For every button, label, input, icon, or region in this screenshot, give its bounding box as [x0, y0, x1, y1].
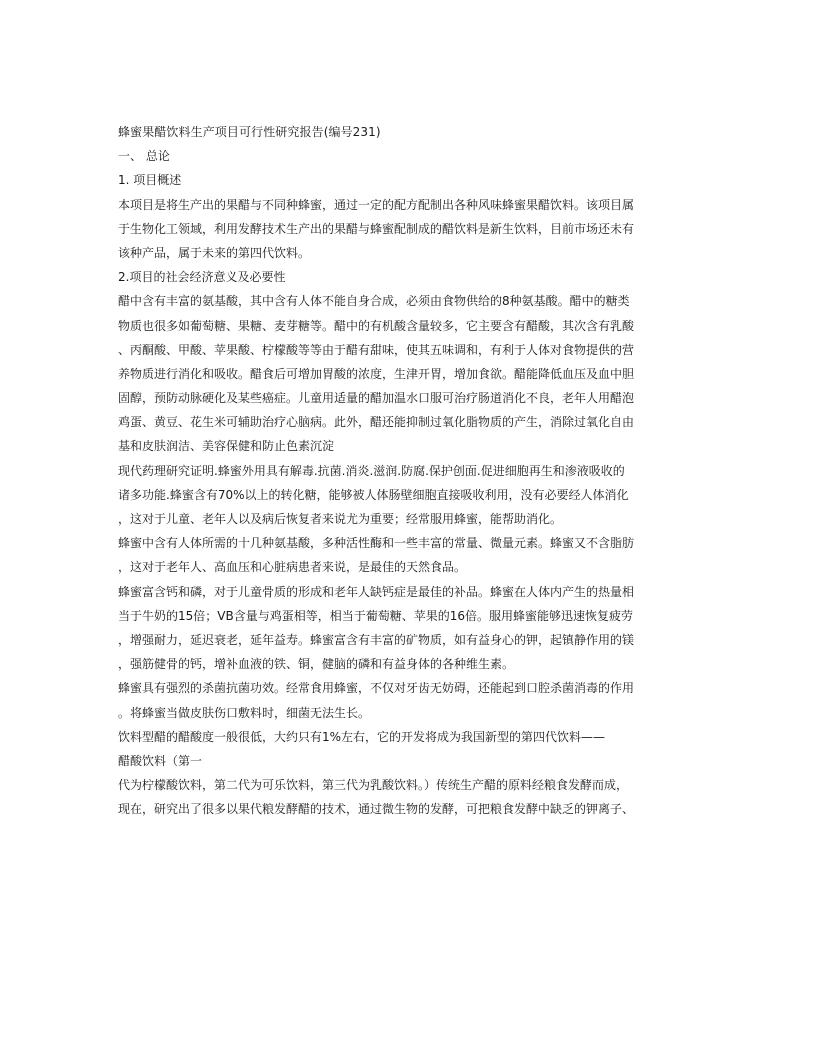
paragraph-line: 本项目是将生产出的果醋与不同种蜂蜜，通过一定的配方配制出各种风味蜂蜜果醋饮料。该项目属: [118, 197, 635, 212]
paragraph-line: 固醇，预防动脉硬化及某些癌症。儿童用适量的醋加温水口服可治疗肠道消化不良，老年人用醋泡: [118, 391, 635, 406]
paragraph-line: 诸多功能.蜂蜜含有70%以上的转化糖，能够被人体肠壁细胞直接吸收利用，没有必要经人体消化: [118, 487, 629, 502]
paragraph-line: 鸡蛋、黄豆、花生米可辅助治疗心脑病。此外，醋还能抑制过氧化脂物质的产生，消除过氧化自由: [118, 415, 635, 430]
paragraph-line: 醋酸饮料（第一: [118, 753, 203, 768]
paragraph-line: 该种产品，属于未来的第四代饮料。: [118, 245, 311, 260]
paragraph-line: 物质也很多如葡萄糖、果糖、麦芽糖等。醋中的有机酸含量较多，它主要含有醋酸，其次含有乳酸: [118, 318, 635, 333]
paragraph-line: 基和皮肤润洁、美容保健和防止色素沉淀: [118, 439, 335, 454]
paragraph-line: 蜂蜜中含有人体所需的十几种氨基酸，多种活性酶和一些丰富的常量、微量元素。蜂蜜又不含脂肪: [118, 536, 635, 551]
paragraph-line: 当于牛奶的15倍；VB含量与鸡蛋相等，相当于葡萄糖、苹果的16倍。服用蜂蜜能够迅速恢复疲劳: [118, 608, 633, 623]
paragraph-line: 饮料型醋的醋酸度一般很低，大约只有1%左右，它的开发将成为我国新型的第四代饮料——: [118, 729, 606, 744]
paragraph-line: 现代药理研究证明.蜂蜜外用具有解毒.抗菌.消炎.滋润.防腐.保护创面.促进细胞再生和渗液吸收的: [118, 463, 625, 478]
paragraph-line: 养物质进行消化和吸收。醋食后可增加胃酸的浓度，生津开胃，增加食欲。醋能降低血压及血中胆: [118, 366, 635, 381]
section-heading: 一、 总论: [118, 149, 170, 164]
paragraph-line: 于生物化工领域，利用发酵技术生产出的果醋与蜂蜜配制成的醋饮料是新生饮料，目前市场还未有: [118, 221, 635, 236]
subsection-heading: 2.项目的社会经济意义及必要性: [118, 270, 286, 285]
paragraph-line: 蜂蜜富含钙和磷，对于儿童骨质的形成和老年人缺钙症是最佳的补品。蜂蜜在人体内产生的热量相: [118, 584, 635, 599]
paragraph-line: ，这对于儿童、老年人以及病后恢复者来说尤为重要；经常服用蜂蜜，能帮助消化。: [118, 512, 563, 526]
document-title: 蜂蜜果醋饮料生产项目可行性研究报告(编号231): [118, 125, 381, 139]
paragraph-line: ，增强耐力，延迟衰老，延年益寿。蜂蜜富含有丰富的矿物质，如有益身心的钾，起镇静作用的镁: [118, 632, 635, 647]
document-page: [118, 120, 698, 821]
paragraph-line: 蜂蜜具有强烈的杀菌抗菌功效。经常食用蜂蜜，不仅对牙齿无妨碍，还能起到口腔杀菌消毒的作用: [118, 681, 635, 696]
paragraph-line: ，这对于老年人、高血压和心脏病患者来说，是最佳的天然食品。: [118, 560, 467, 575]
paragraph-line: 代为柠檬酸饮料，第二代为可乐饮料，第三代为乳酸饮料。）传统生产醋的原料经粮食发酵而成，: [118, 778, 629, 793]
paragraph-line: 、丙酮酸、甲酸、苹果酸、柠檬酸等等由于醋有甜味，使其五味调和，有利于人体对食物提供的营: [118, 342, 635, 357]
subsection-heading: 1. 项目概述: [118, 173, 182, 188]
paragraph-line: 醋中含有丰富的氨基酸，其中含有人体不能自身合成，必须由食物供给的8种氨基酸。醋中的糖类: [118, 294, 630, 309]
paragraph-line: 现在，研究出了很多以果代粮发酵醋的技术，通过微生物的发酵，可把粮食发酵中缺乏的钾离子、: [118, 802, 635, 817]
paragraph-line: 。将蜂蜜当做皮肤伤口敷料时，细菌无法生长。: [118, 705, 371, 720]
paragraph-line: ，强筋健骨的钙，增补血液的铁、铜，健脑的磷和有益身体的各种维生素。: [118, 657, 515, 672]
